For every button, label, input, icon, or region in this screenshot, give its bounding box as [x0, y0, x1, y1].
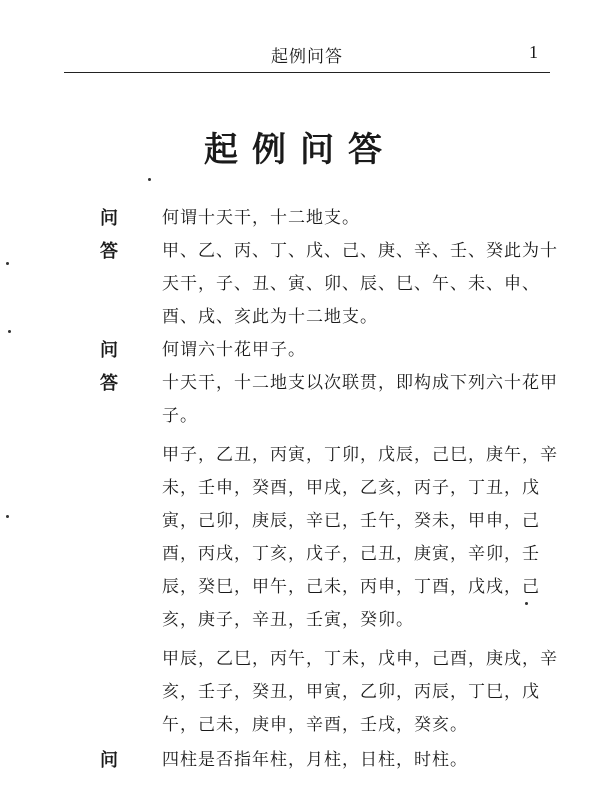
qa-entry — [100, 744, 570, 777]
question-label: 问 — [100, 208, 118, 229]
answer-label: 答 — [100, 241, 118, 262]
qa-entry — [100, 202, 570, 235]
qa-entry — [100, 235, 570, 334]
answer-label: 答 — [100, 373, 118, 394]
question-text: 四柱是否指年柱，月柱，日柱，时柱。 — [162, 750, 468, 770]
answer-text: 十天干，十二地支以次联贯，即构成下列六十花甲子。 — [162, 373, 558, 426]
scan-speck — [148, 178, 151, 181]
sexagenary-list-2: 甲辰，乙巳，丙午，丁未，戊申，己酉，庚戌，辛亥，壬子，癸丑，甲寅，乙卯，丙辰，丁巳，戊午，己未，庚申，辛酉，壬戌，癸亥。 — [162, 649, 558, 735]
question-text: 何谓十天干，十二地支。 — [162, 208, 360, 228]
page-number: 1 — [529, 42, 538, 62]
qa-section — [100, 202, 570, 777]
qa-entry — [100, 334, 570, 367]
scan-speck — [8, 330, 11, 333]
scan-speck — [525, 602, 528, 605]
chapter-title: 起例问答 — [204, 130, 396, 170]
question-label: 问 — [100, 750, 118, 771]
header-title: 起例问答 — [271, 47, 343, 67]
scan-speck — [6, 515, 9, 518]
answer-text: 甲、乙、丙、丁、戊、己、庚、辛、壬、癸此为十天干，子、丑、寅、卯、辰、巳、午、未、申、酉、戌、亥此为十二地支。 — [162, 241, 558, 327]
question-label: 问 — [100, 340, 118, 361]
question-text: 何谓六十花甲子。 — [162, 340, 306, 360]
qa-entry — [100, 367, 570, 433]
sexagenary-list-1: 甲子，乙丑，丙寅，丁卯，戊辰，己巳，庚午，辛未，壬申，癸酉，甲戌，乙亥，丙子，丁丑，戊寅，己卯，庚辰，辛已，壬午，癸未，甲申，己酉，丙戌，丁亥，戊子，己丑，庚寅，辛卯，壬辰，癸巳，甲午，己未，丙申，丁酉，戊戌，己亥，庚子，辛丑，壬寅，癸卯。 — [162, 445, 558, 630]
running-header — [64, 38, 550, 73]
scan-speck — [6, 262, 9, 265]
